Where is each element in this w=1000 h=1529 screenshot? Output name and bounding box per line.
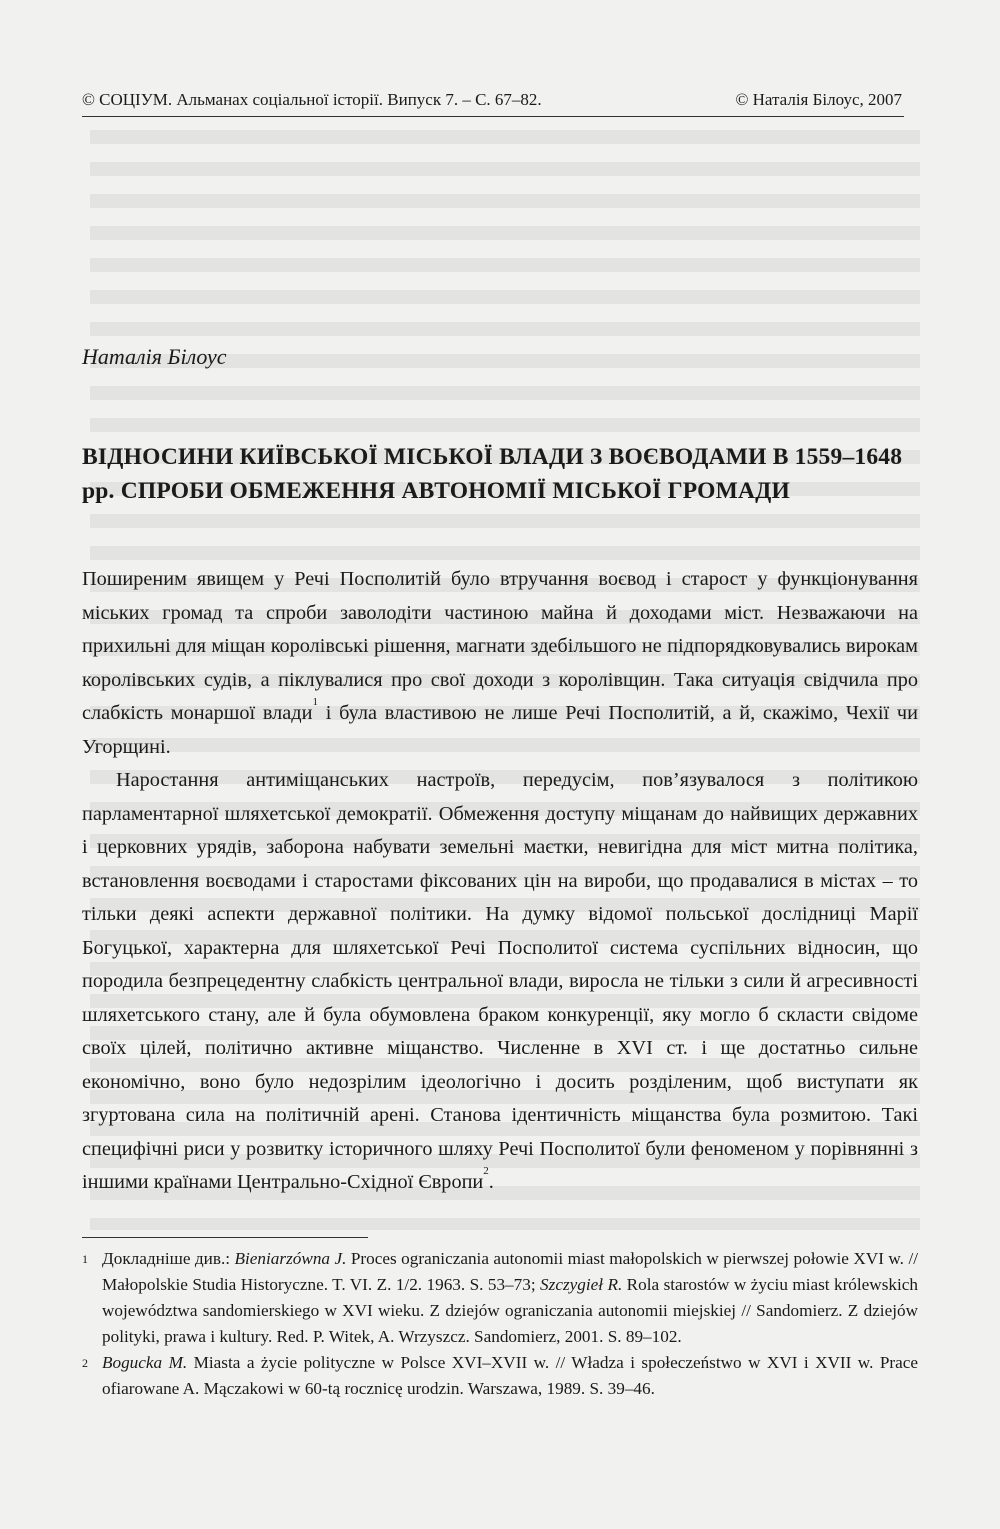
footnote xyxy=(82,1350,918,1402)
footnotes xyxy=(82,1246,918,1402)
article-title: ВІДНОСИНИ КИЇВСЬКОЇ МІСЬКОЇ ВЛАДИ З ВОЄВОДАМИ В 1559–1648 рр. СПРОБИ ОБМЕЖЕННЯ АВТОНОМІЇ МІСЬКОЇ ГРОМАДИ xyxy=(82,444,903,504)
paragraph-text: і була властивою не лише Речі Посполитій, а й, скажімо, Чехії чи Угорщині. xyxy=(82,702,918,758)
paragraph-text: . xyxy=(488,1171,494,1193)
footnote-ref[interactable]: 2 xyxy=(483,1165,489,1177)
footnote-number: 2 xyxy=(82,1356,88,1370)
article-body xyxy=(82,563,918,1200)
footnote-rule xyxy=(82,1237,368,1238)
footnote-text: Proces ograniczania autonomii miast małopolskich w pierwszej połowie XVI w. // Małopolskie Studia Historyczne. T. VI. Z. 1/2. 1963. S. 53–73; xyxy=(102,1249,918,1294)
article-author: Наталія Білоус xyxy=(82,344,227,369)
journal-citation: © СОЦІУМ. Альманах соціальної історії. Випуск 7. – С. 67–82. xyxy=(82,90,542,109)
paragraph-text: Поширеним явищем у Речі Посполитій було втручання воєвод і старост у функціонування міських громад та спроби заволодіти частиною майна й доходами міст. Незважаючи на прихильні для міщан королівські рішення, магнати здебільшого не підпорядковувались вирокам королівських судів, а піклувалися про свої доходи з королівщин. Така ситуація свідчила про слабкість монаршої влади xyxy=(82,568,918,724)
footnote-author: Bieniarzówna J. xyxy=(234,1249,347,1268)
paragraph-text: Наростання антиміщанських настроїв, передусім, пов’язувалося з політикою парламентарної шляхетської демократії. Обмеження доступу міщанам до найвищих державних і церковних урядів, заборона набувати земельні маєтки, невигідна для міст митна політика, встановлення воєводами і старостами фіксованих цін на вироби, що продавалися в містах – то тільки деякі аспекти державної політики. На думку відомої польської дослідниці Марії Богуцької, характерна для шляхетської Речі Посполитої система суспільних відносин, що породила безпрецедентну слабкість центральної влади, виросла не тільки з сили й агресивності шляхетського стану, але й була обумовлена браком конкуренції, яку могло б скласти свідоме своїх цілей, політично активне міщанство. Численне в XVI ст. і ще достатньо сильне економічно, воно було недозрілим ідеологічно і досить розділеним, щоб виступати як згуртована сила на політичній арені. Станова ідентичність міщанства була розмитою. Такі специфічні риси у розвитку історичного шляху Речі Посполитої були феноменом у порівнянні з іншими країнами Центрально-Східної Європи xyxy=(82,769,918,1193)
copyright: © Наталія Білоус, 2007 xyxy=(735,90,902,109)
footnote-text: Miasta a życie polityczne w Polsce XVI–XVII w. // Władza i społeczeństwo w XVI i XVII w. Prace ofiarowane A. Mączakowi w 60-tą rocznicę urodzin. Warszawa, 1989. S. 39–46. xyxy=(102,1353,919,1398)
header-rule xyxy=(82,116,904,117)
footnote xyxy=(82,1246,918,1350)
paragraph xyxy=(82,764,918,1200)
footnote-author: Szczygieł R. xyxy=(540,1275,623,1294)
footnote-text: Rola starostów w życiu miast królewskich województwa sandomierskiego w XVI wieku. Z dziejów ograniczania autonomii miejskiej // Sandomierz. Z dziejów polityki, prawa i kultury. Red. P. Witek, A. Wrzyszcz. Sandomierz, 2001. S. 89–102. xyxy=(102,1275,918,1346)
footnote-text: Докладніше див.: xyxy=(102,1249,235,1268)
footnote-ref[interactable]: 1 xyxy=(312,696,318,708)
running-header xyxy=(82,90,902,110)
footnote-number: 1 xyxy=(82,1252,88,1266)
paragraph xyxy=(82,563,918,764)
footnote-author: Bogucka M. xyxy=(102,1353,188,1372)
